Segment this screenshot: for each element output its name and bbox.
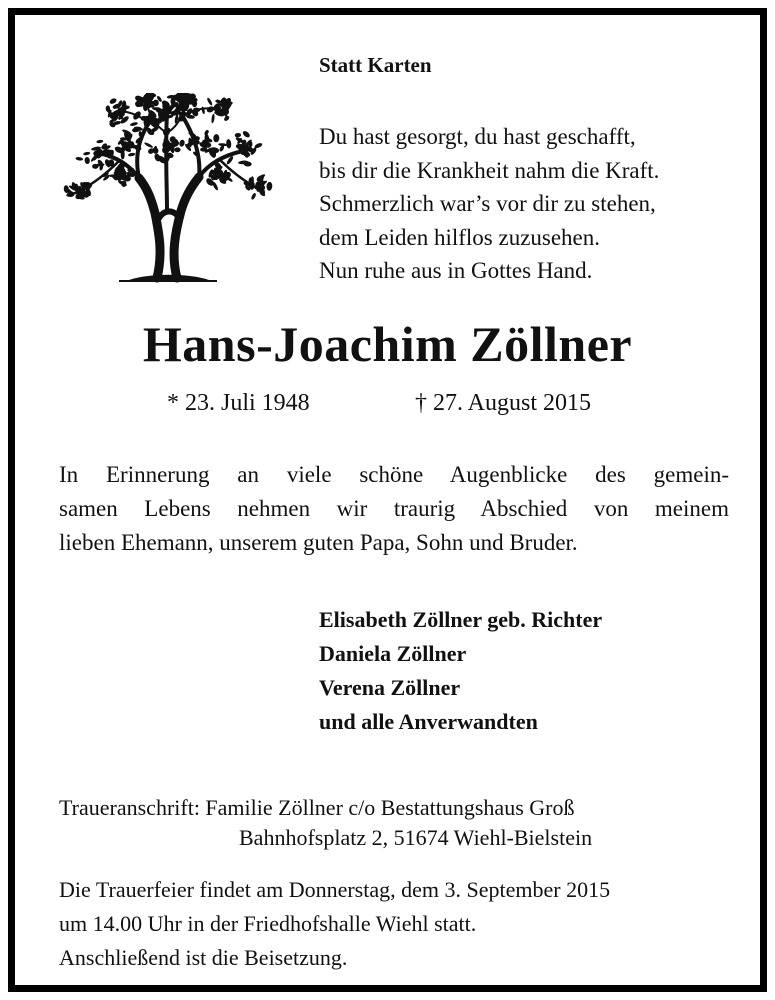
tree-leaf: [174, 147, 180, 152]
mourner-name: Elisabeth Zöllner geb. Richter: [319, 607, 603, 632]
birth-date: * 23. Juli 1948: [167, 390, 310, 416]
deceased-name: Hans-Joachim Zöllner: [142, 316, 633, 372]
tree-leaf: [250, 192, 256, 200]
statt-karten-note: Statt Karten: [319, 53, 432, 77]
death-date: † 27. August 2015: [415, 390, 592, 416]
memorial-poem: [319, 120, 659, 288]
remembrance-line: In Erinnerung an viele schöne Augenblicke des gemein-: [59, 462, 729, 487]
poem-line: Nun ruhe aus in Gottes Hand.: [319, 258, 593, 283]
poem-line: Schmerzlich war’s vor dir zu stehen,: [319, 191, 656, 216]
tree-leaf: [109, 174, 116, 177]
poem-line: bis dir die Krankheit nahm die Kraft.: [319, 157, 660, 183]
remembrance-text: [59, 458, 729, 560]
remembrance-line: samen Lebens nehmen wir traurig Abschied von meinem: [59, 496, 729, 521]
ceremony-line: Anschließend ist die Beisetzung.: [59, 945, 348, 970]
tree-leaf: [266, 182, 273, 191]
ceremony-line: Die Trauerfeier findet am Donnerstag, dem 3. September 2015: [59, 877, 611, 902]
mourner-name: Daniela Zöllner: [319, 641, 467, 666]
poem-line: dem Leiden hilflos zuzusehen.: [319, 224, 601, 250]
mourner-name: Verena Zöllner: [319, 675, 461, 700]
mourners-list: [319, 603, 602, 739]
ceremony-line: um 14.00 Uhr in der Friedhofshalle Wiehl statt.: [59, 911, 477, 936]
funeral-ceremony-info: [59, 873, 610, 975]
mourning-address-street: Bahnhofsplatz 2, 51674 Wiehl-Bielstein: [239, 825, 593, 850]
mourner-name: und alle Anverwandten: [319, 709, 538, 734]
mourning-address: Traueranschrift: Familie Zöllner c/o Bestattungshaus Groß: [59, 795, 575, 820]
remembrance-line: lieben Ehemann, unserem guten Papa, Sohn und Bruder.: [59, 530, 578, 555]
tree-leaf: [109, 97, 118, 105]
obituary-notice: [8, 8, 767, 992]
tree-icon: [59, 93, 274, 283]
tree-leaf: [206, 97, 213, 106]
poem-line: Du hast gesorgt, du hast geschafft,: [319, 124, 636, 149]
